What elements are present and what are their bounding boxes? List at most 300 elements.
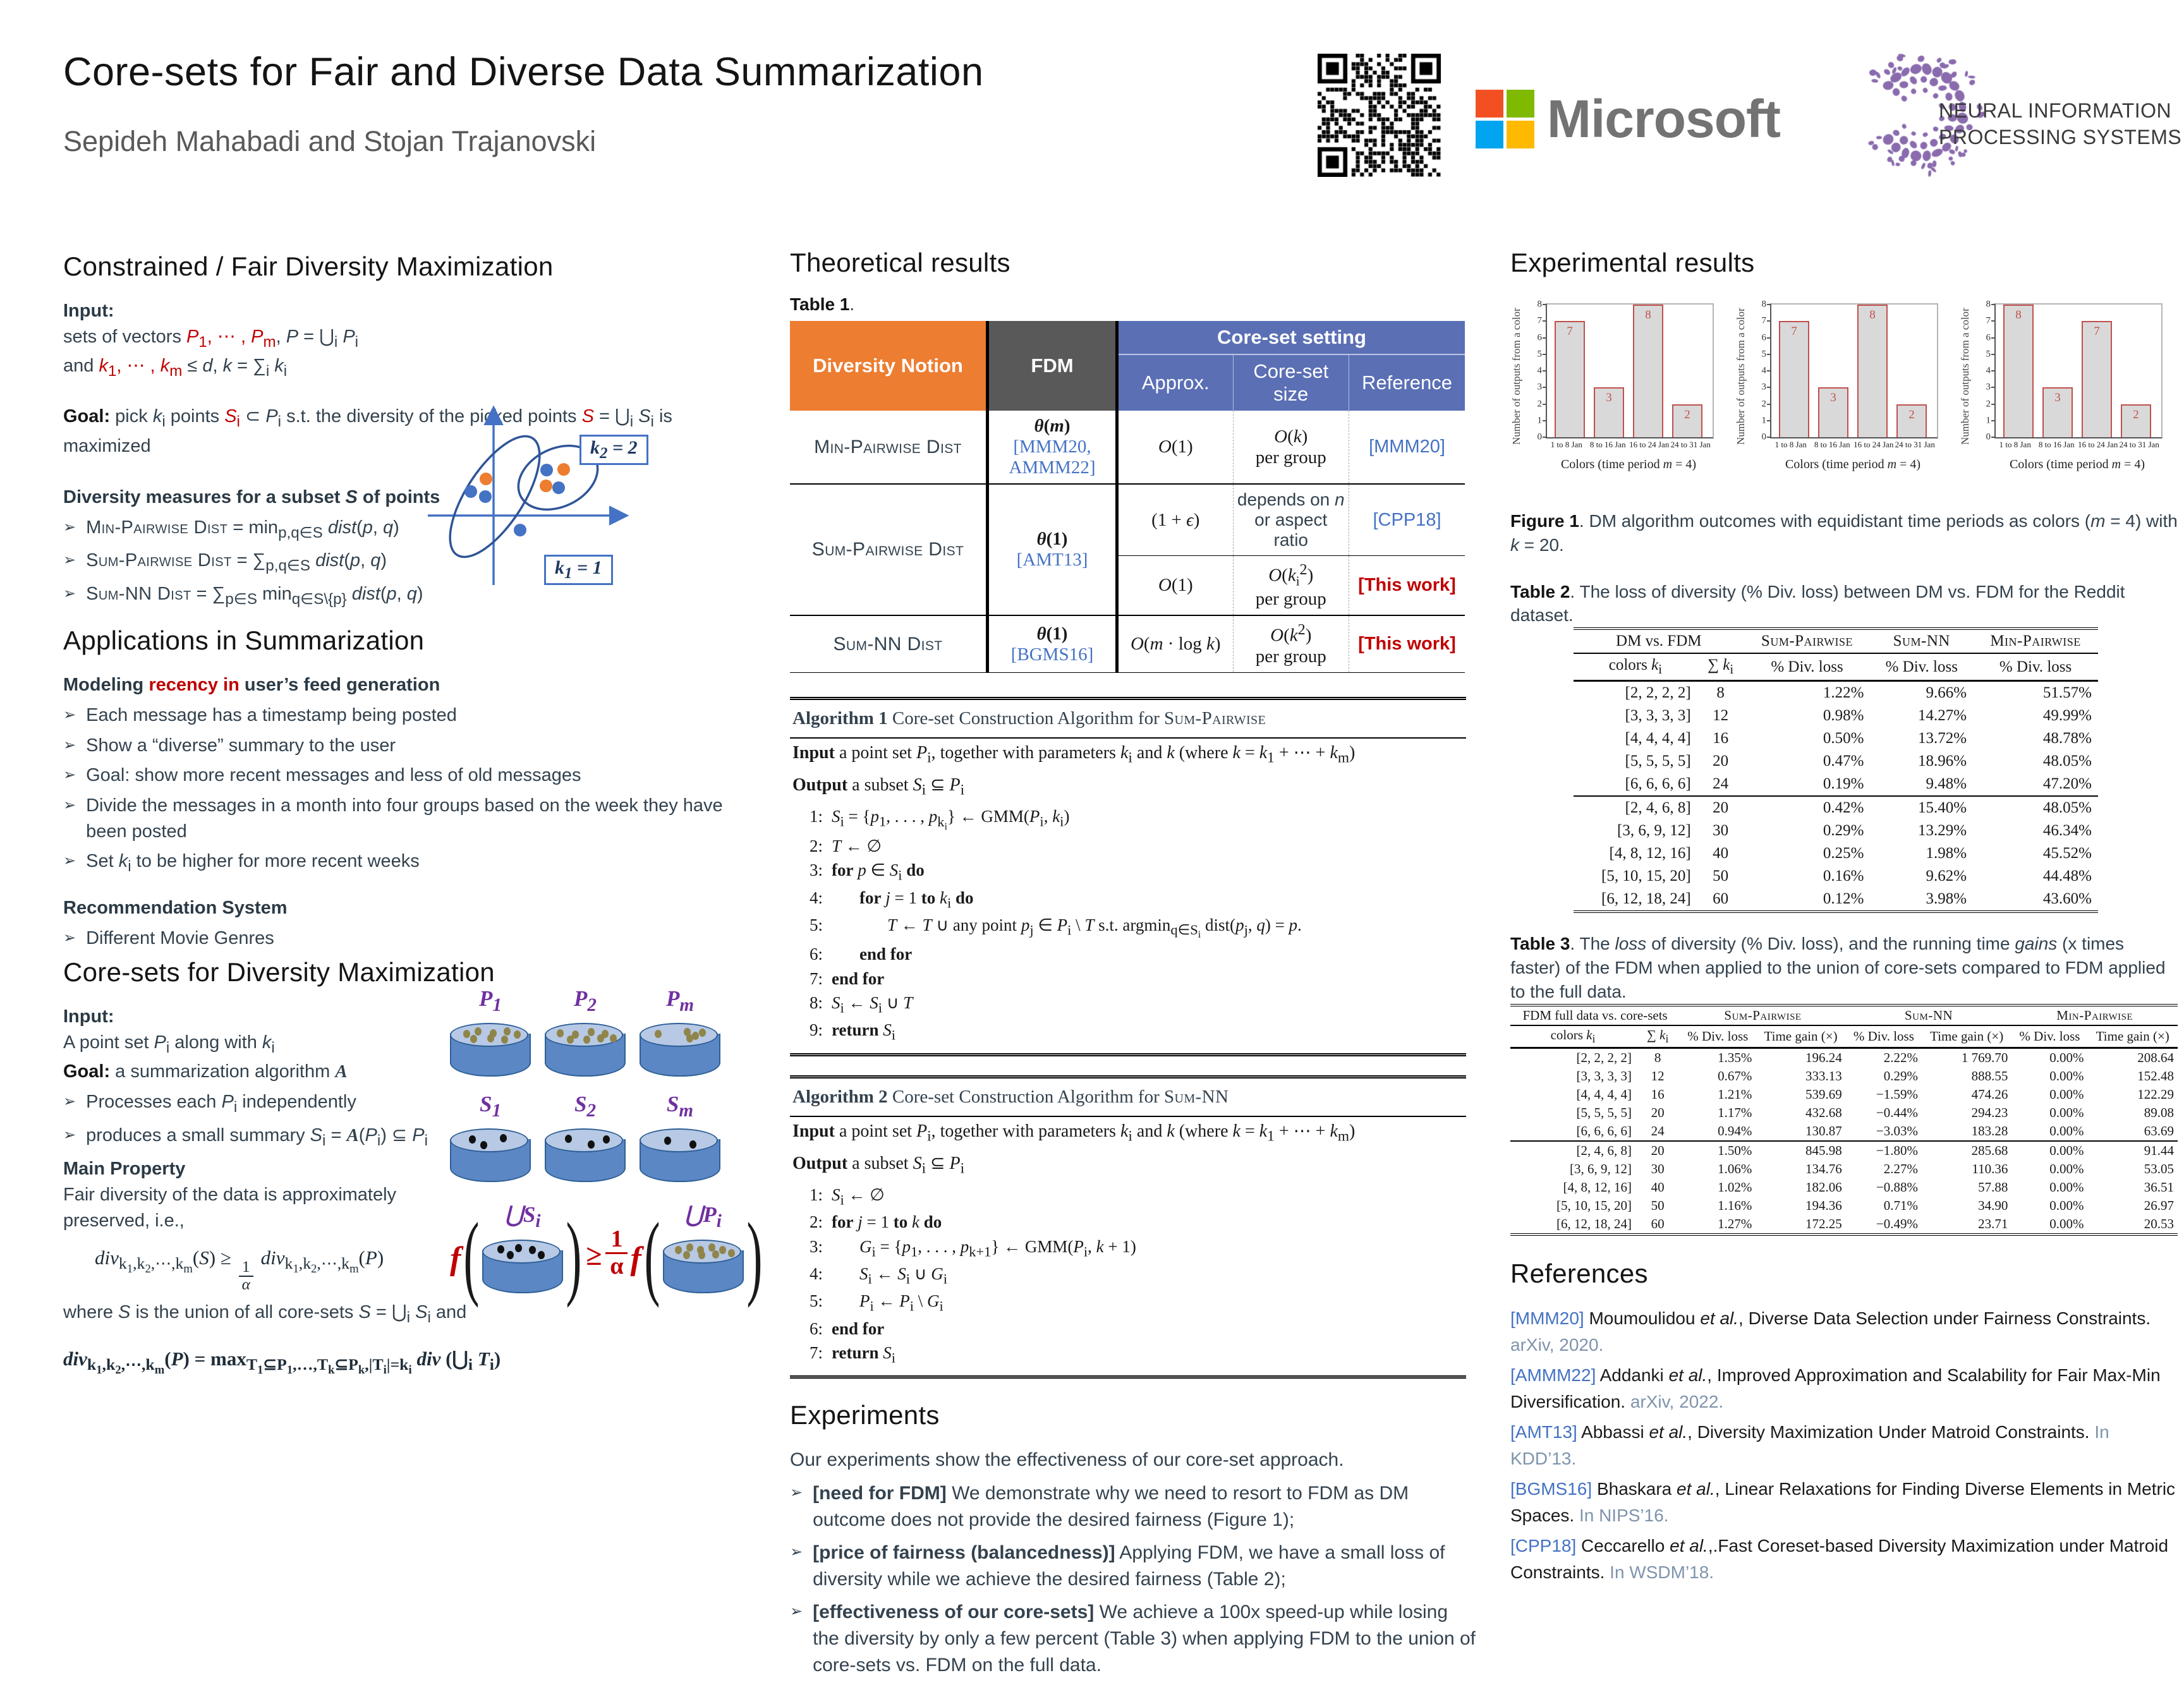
table-row [1574, 796, 2098, 819]
table-cell: 1.06% [1718, 1161, 1752, 1176]
table-cell: 40 [1651, 1179, 1665, 1195]
s-set [640, 1093, 720, 1182]
table-row [1574, 750, 2098, 773]
table-cell: 183.28 [1971, 1123, 2008, 1138]
table-cell: 46.34% [2042, 822, 2092, 840]
table-cell: 20 [1635, 1141, 1680, 1160]
s-set [450, 1093, 531, 1182]
table-cell: 0.67% [1718, 1068, 1752, 1084]
algorithm-line [790, 967, 1466, 991]
table-cell: [6, 12, 18, 24] [1574, 888, 1697, 912]
table1-subheader-approx: Approx. [1117, 354, 1234, 411]
x-tick-label: 16 to 24 Jan [1629, 440, 1670, 449]
table-cell: 20 [1713, 752, 1729, 770]
bullet-item [790, 1540, 1476, 1593]
x-tick-labels [1546, 440, 1711, 450]
column-header: % Div. loss [1973, 653, 2098, 681]
y-tick-mark [1991, 437, 1996, 438]
y-tick-mark [1543, 370, 1547, 371]
table-cell: 12 [1713, 707, 1729, 725]
ms-square-blue [1476, 121, 1503, 148]
scatter-figure [420, 402, 698, 604]
table-cell: 24 [1651, 1123, 1665, 1138]
sub-header-row [1510, 1025, 2178, 1048]
experiments-intro: Our experiments show the effectiveness of our core-set approach. [790, 1449, 1344, 1471]
table-cell: 47.20% [2042, 775, 2092, 793]
microsoft-logo [1476, 88, 1780, 150]
p-set [545, 987, 626, 1077]
table-cell: 57.88 [1978, 1179, 2008, 1195]
input-line: and $k_1$, ⋯ , $k_m \le d$, $k = \sum_i$ $k_i$ [63, 356, 288, 380]
table-row [1510, 1122, 2178, 1141]
bar-value-label: 7 [1567, 325, 1573, 339]
geq-symbol: ≥ [586, 1238, 602, 1271]
table-cell: 9.62% [1926, 867, 1967, 885]
bar [1779, 321, 1809, 437]
table1-cell: O(1) [1117, 411, 1234, 484]
neurips-line2: PROCESSING SYSTEMS [1939, 125, 2182, 148]
f-symbol: f [630, 1240, 641, 1277]
table2 [1574, 627, 2098, 913]
y-tick-label: 7 [1761, 315, 1766, 326]
data-point-dot [567, 1036, 574, 1044]
p-label: $P_2$ [574, 986, 597, 1015]
table-cell: 0.00% [2049, 1179, 2084, 1195]
table1-header-fdm: FDM [988, 321, 1117, 411]
bar-chart-panel [1735, 294, 1953, 503]
table1-header-diversity: Diversity Notion [790, 321, 988, 411]
table-cell: 48.05% [2042, 752, 2092, 770]
y-axis-label: Number of outputs from a color [1959, 308, 1971, 445]
bullet-arrow-icon: ➢ [63, 552, 76, 569]
bullet-arrow-icon: ➢ [790, 1543, 803, 1561]
table1-cell: [MMM20] [1349, 411, 1465, 484]
table-cell: −0.88% [1876, 1179, 1918, 1195]
line-text: $G_i = \{p_1$, . . . , $p_{k+1}$} ← $GMM(P_i$, k + 1) [859, 1236, 1136, 1260]
y-tick-label: 0 [1986, 432, 1991, 442]
y-tick-label: 1 [1761, 415, 1766, 426]
table-cell: 134.76 [1805, 1161, 1842, 1176]
qr-code [1318, 54, 1441, 177]
table-cell: 0.98% [1823, 707, 1864, 725]
table-cell: 888.55 [1971, 1068, 2008, 1084]
table-cell: [4, 8, 12, 16] [1563, 1179, 1632, 1195]
x-tick-labels [1994, 440, 2160, 450]
y-tick-mark [1767, 320, 1771, 322]
table1-cell: O(1) [1117, 556, 1234, 616]
table1-cell: (1 + ϵ) [1117, 484, 1234, 556]
table-cell: [3, 3, 3, 3] [1576, 1068, 1632, 1084]
table-cell: 0.00% [2049, 1123, 2084, 1138]
table-cell: 196.24 [1805, 1049, 1842, 1065]
bullet-item [63, 793, 743, 844]
algorithm-line [790, 913, 1466, 943]
s-label: $S_1$ [479, 1092, 502, 1121]
table-cell: 333.13 [1805, 1068, 1842, 1084]
data-point-dot [507, 1251, 514, 1259]
bar-value-label: 7 [2094, 325, 2100, 339]
microsoft-wordmark: Microsoft [1547, 89, 1780, 148]
bar [2042, 387, 2073, 437]
bullet-text: Min-Pairwise Dist = $\min_{p,q\in S}$ dist(p, q) [86, 517, 399, 541]
recsys-list [63, 926, 743, 951]
main-property-label: Main Property [63, 1158, 186, 1179]
table-cell: [3, 3, 3, 3] [1625, 707, 1691, 725]
data-point-dot [655, 1030, 662, 1038]
algorithm-line [790, 942, 1466, 966]
data-point-dot [603, 1135, 610, 1144]
reference-item: [AMMM22] Addanki et al., Improved Approximation and Scalability for Fair Max-Min Diversification. arXiv, 2022. [1510, 1365, 2161, 1411]
data-point-dot [500, 1134, 507, 1142]
bullet-text: [effectiveness of our core-sets] We achieve a 100x speed-up while losing the diversity by only a few percent (Table 3) when applying FDM to the union of core-sets vs. FDM on the full data. [813, 1601, 1476, 1676]
subheading-recsys: Recommendation System [63, 897, 288, 918]
column-header: % Div. loss [1680, 1025, 1756, 1048]
section-heading: References [1510, 1258, 1648, 1288]
line-text: end for [832, 1319, 885, 1338]
table-cell: 50 [1713, 867, 1729, 885]
x-tick-label: 24 to 31 Jan [2119, 440, 2159, 449]
table2-caption: Table 2. The loss of diversity (% Div. loss) between DM vs. FDM for the Reddit dataset. [1510, 581, 2125, 625]
middle-column [790, 248, 1476, 1685]
line-number: 4: [809, 1264, 823, 1283]
table-cell: 16 [1651, 1086, 1665, 1102]
algorithm2-box [790, 1075, 1466, 1379]
table-cell: 432.68 [1805, 1104, 1842, 1120]
table-cell: [2, 4, 6, 8] [1574, 796, 1697, 819]
y-tick-label: 1 [1537, 415, 1542, 426]
table-cell: 53.05 [2144, 1161, 2174, 1176]
y-tick-mark [1767, 304, 1771, 305]
section-references [1510, 1259, 2178, 1586]
bullet-text: Each message has a timestamp being posted [86, 705, 457, 726]
table-cell: 45.52% [2042, 845, 2092, 862]
k2-label: $k_2 = 2$ [579, 435, 648, 465]
bar [1672, 404, 1702, 438]
data-point-dot [610, 1034, 617, 1042]
s-set [545, 1093, 626, 1182]
figure1-charts [1510, 294, 2178, 503]
sub-header-row [1574, 653, 2098, 681]
y-tick-mark [1543, 420, 1547, 421]
y-tick-label: 3 [1537, 382, 1542, 392]
table1-cell: [This work] [1349, 556, 1465, 616]
bar-value-label: 3 [2054, 391, 2061, 405]
table-row [1510, 1197, 2178, 1215]
table-cell: [4, 4, 4, 4] [1625, 730, 1691, 747]
section-heading: Constrained / Fair Diversity Maximization [63, 251, 554, 281]
p-cylinder [545, 1034, 626, 1077]
table1-cell: [This work] [1349, 615, 1465, 672]
bullet-text: [price of fairness (balancedness)] Applying FDM, we have a small loss of diversity while we achieve the desired fairness (Table 2); [813, 1542, 1445, 1590]
algorithm-line [790, 858, 1466, 885]
close-paren: ) [746, 1203, 763, 1308]
x-tick-label: 24 to 31 Jan [1895, 440, 1935, 449]
table-row [1574, 865, 2098, 888]
y-tick-label: 2 [1761, 399, 1766, 409]
bullet-text: [need for FDM] We demonstrate why we need to resort to FDM as DM outcome does not provide the desired fairness (Figure 1); [813, 1482, 1409, 1530]
line-text: return $S_i$ [832, 1020, 896, 1043]
section-heading: Core-sets for Diversity Maximization [63, 957, 495, 987]
line-number: 3: [809, 861, 823, 880]
column-header: ∑ $k_i$ [1635, 1025, 1680, 1048]
neurips-wordmark [1939, 98, 2181, 150]
table-cell: 208.64 [2137, 1049, 2174, 1065]
subheading-feed: Modeling recency in user’s feed generation [63, 675, 440, 695]
table-cell: 24 [1713, 775, 1729, 793]
table-cell: 0.00% [2011, 1215, 2087, 1235]
table-cell: 285.68 [1922, 1141, 2011, 1160]
y-tick-label: 1 [1986, 415, 1991, 426]
p-cylinder [640, 1034, 720, 1077]
table-cell: 539.69 [1805, 1086, 1842, 1102]
bullet-item [790, 1599, 1476, 1679]
line-number: 6: [809, 1319, 823, 1338]
y-tick-label: 8 [1986, 299, 1991, 310]
table-cell: 182.06 [1805, 1179, 1842, 1195]
union-p-cylinder [663, 1250, 744, 1293]
bullet-item [63, 1089, 468, 1118]
data-point-dot [501, 1036, 508, 1044]
y-tick-mark [1543, 304, 1547, 305]
section-heading: Experimental results [1510, 248, 1755, 277]
table-cell: 0.25% [1823, 845, 1864, 862]
table-cell: 8 [1716, 684, 1725, 702]
data-point-dot [588, 1028, 595, 1036]
data-point-dot [698, 1251, 705, 1259]
data-point-dot [699, 1029, 706, 1037]
table-row [1574, 704, 2098, 727]
table-cell: 23.71 [1922, 1215, 2011, 1235]
right-column [1510, 248, 2178, 1590]
algorithm2-output: Output a subset $S_i$ ⊆ $P_i$ [792, 1153, 965, 1177]
bar [2082, 321, 2112, 437]
table-cell: 3.98% [1870, 888, 1973, 912]
table-cell: −1.80% [1846, 1141, 1922, 1160]
y-axis-label: Number of outputs from a color [1735, 308, 1747, 445]
table-cell: 14.27% [1918, 707, 1967, 725]
table-cell: 110.36 [1972, 1161, 2008, 1176]
table-cell: 48.78% [2042, 730, 2092, 747]
union-s-cylinder [482, 1250, 563, 1293]
bullet-arrow-icon: ➢ [63, 736, 76, 754]
measures-heading: Diversity measures for a subset S of points [63, 486, 440, 507]
column-header: % Div. loss [1744, 653, 1871, 681]
table-cell: −0.44% [1876, 1104, 1918, 1120]
table-row [1510, 1178, 2178, 1197]
y-tick-label: 8 [1761, 299, 1766, 310]
table-cell: 0.12% [1744, 888, 1871, 912]
line-number: 5: [809, 1291, 823, 1311]
algorithm-line [790, 1235, 1466, 1262]
x-tick-labels [1770, 440, 1936, 450]
section-experiments [790, 1400, 1476, 1679]
bar-value-label: 3 [1606, 391, 1612, 405]
algorithm2-lines [790, 1181, 1466, 1379]
x-tick-label: 1 to 8 Jan [1774, 440, 1807, 449]
bar-value-label: 8 [1645, 308, 1651, 322]
neurips-logo [1858, 38, 2182, 202]
group-header: DM vs. FDM [1574, 629, 1744, 653]
table1-cell: $O(k_i^2)$ per group [1233, 556, 1349, 616]
bar [1896, 404, 1927, 438]
table-cell: 1.16% [1718, 1197, 1752, 1213]
data-point-dot [497, 1245, 504, 1253]
section-heading: Applications in Summarization [63, 625, 425, 655]
y-tick-mark [1991, 337, 1996, 339]
y-axis-label: Number of outputs from a color [1510, 308, 1522, 445]
bullet-item [63, 763, 743, 788]
table1-cell: θ(m) [MMM20, AMMM22] [988, 411, 1117, 484]
algorithm-line [790, 991, 1466, 1018]
bar [2121, 404, 2151, 438]
reference-item: [BGMS16] Bhaskara et al., Linear Relaxations for Finding Diverse Elements in Metric Spaces. In NIPS’16. [1510, 1478, 2176, 1525]
column-header: colors $k_i$ [1510, 1025, 1635, 1048]
algorithm-line [790, 1317, 1466, 1341]
table-row [1510, 1160, 2178, 1178]
table-cell: 474.26 [1971, 1086, 2008, 1102]
line-number: 4: [809, 888, 823, 907]
group-header: Sum-NN [1870, 629, 1973, 653]
table-cell: 294.23 [1971, 1104, 2008, 1120]
algorithm-line [790, 1183, 1466, 1210]
reference-item: [MMM20] Moumoulidou et al., Diverse Data Selection under Fairness Constraints. arXiv, 2020. [1510, 1308, 2151, 1355]
table-cell: 20.53 [2088, 1215, 2178, 1235]
x-axis-label: Colors (time period m = 4) [1785, 457, 1921, 471]
table-cell: 2.22% [1883, 1049, 1918, 1065]
data-point-dot [469, 1135, 476, 1144]
line-text: $S_i$ ← $S_i$ ∪ $G_i$ [859, 1264, 948, 1287]
table-cell: 172.25 [1756, 1215, 1845, 1235]
table-cell: 0.29% [1883, 1068, 1918, 1084]
f-symbol: f [450, 1240, 461, 1277]
group-header: FDM full data vs. core-sets [1510, 1005, 1680, 1025]
algorithm1-title: Algorithm 1 Core-set Construction Algorithm for Sum-Pairwise [790, 697, 1466, 739]
table-cell: [2, 4, 6, 8] [1510, 1141, 1635, 1160]
table-cell: [3, 6, 9, 12] [1617, 822, 1691, 840]
table-cell: 1.50% [1680, 1141, 1756, 1160]
goal-line: Goal: pick $k_i$ points $S_i$ ⊂ $P_i$ s.t. the diversity of the picked points $S = ⋃_i$ $S_i$ is maximized [63, 406, 672, 456]
column-header: ∑ $k_i$ [1697, 653, 1744, 681]
data-point-dot [686, 1034, 693, 1042]
table-row [1574, 727, 2098, 750]
algorithm-line [790, 834, 1466, 858]
y-tick-label: 3 [1761, 382, 1766, 392]
s-cylinder [450, 1139, 531, 1182]
s-label: $S_m$ [666, 1092, 694, 1121]
union-p-set [663, 1204, 744, 1293]
line-number: 2: [809, 1212, 823, 1232]
bar [1555, 321, 1585, 437]
y-tick-mark [1991, 404, 1996, 405]
bullet-arrow-icon: ➢ [63, 706, 76, 724]
y-tick-label: 6 [1761, 332, 1766, 342]
bullet-text: Set $k_i$ to be higher for more recent weeks [86, 851, 420, 875]
table-cell: 20 [1697, 796, 1744, 819]
algorithm-line [790, 1262, 1466, 1289]
x-tick-label: 8 to 16 Jan [1589, 440, 1626, 449]
bullet-text: Sum-NN Dist = $\sum_{p\in S}$ $\min_{q\in S\backslash\{p\}}$ dist(p, q) [86, 584, 423, 608]
y-tick-label: 0 [1761, 432, 1766, 442]
table1-cell: Min-Pairwise Dist [790, 411, 988, 484]
k1-label: $k_1 = 1$ [544, 555, 613, 585]
data-point-dot [529, 1246, 536, 1254]
column-header: % Div. loss [2011, 1025, 2087, 1048]
coreset-guarantee-formula: div$_{k_1,k_2,\cdots,k_m}$(S) ≥ $\frac{1}{\alpha}$ div$_{k_1,k_2,\cdots,k_m}$(P) [95, 1247, 384, 1293]
table-cell: 50 [1651, 1197, 1665, 1213]
algorithm-line [790, 1210, 1466, 1234]
line-number: 8: [809, 993, 823, 1013]
group-header: Sum-Pairwise [1680, 1005, 1846, 1025]
bullet-text: Different Movie Genres [86, 927, 274, 948]
bullet-arrow-icon: ➢ [63, 796, 76, 814]
table3 [1510, 1004, 2178, 1236]
y-tick-mark [1991, 370, 1996, 371]
section-coresets [63, 957, 763, 1379]
table-cell: [3, 6, 9, 12] [1570, 1161, 1632, 1176]
data-point-dot [675, 1246, 682, 1254]
data-point-dot [470, 1035, 477, 1043]
one-over-alpha: $\frac{1}{\alpha}$ [605, 1227, 628, 1293]
section-fair-diversity [63, 251, 743, 615]
neurips-line1: NEURAL INFORMATION [1939, 99, 2172, 122]
bullet-item [63, 703, 743, 728]
open-paren: ( [644, 1203, 660, 1308]
y-tick-mark [1543, 437, 1547, 438]
data-point-dot [504, 1027, 511, 1036]
y-tick-mark [1991, 354, 1996, 355]
table-cell: 40 [1713, 845, 1729, 862]
table-cell: 0.00% [2049, 1068, 2084, 1084]
line-text: end for [859, 945, 913, 964]
table-cell: 0.00% [2049, 1104, 2084, 1120]
applications-list [63, 703, 743, 878]
line-text: $S_i$ ← ∅ [832, 1185, 885, 1208]
diversity-definition-formula: $div_{k_1,k_2,\cdots,k_m}(P) = \max_{T_1⊆P_1,\dots,T_k⊆P_k,|T_i|=k_i}$ div ($⋃_i$ $T_i$) [63, 1347, 501, 1377]
bar-value-label: 3 [1830, 391, 1836, 405]
table-cell: 845.98 [1756, 1141, 1845, 1160]
y-tick-label: 3 [1986, 382, 1991, 392]
bar [2003, 305, 2034, 437]
bullet-arrow-icon: ➢ [790, 1483, 803, 1501]
line-number: 2: [809, 836, 823, 855]
table-cell: 1.27% [1680, 1215, 1756, 1235]
column-header: % Div. loss [1846, 1025, 1922, 1048]
table-cell: 0.94% [1718, 1123, 1752, 1138]
line-text: $P_i$ ← $P_i$ \ $G_i$ [859, 1291, 943, 1314]
table-cell: 44.48% [2042, 867, 2092, 885]
table-cell: 1.17% [1718, 1104, 1752, 1120]
table-cell: 0.00% [2049, 1197, 2084, 1213]
table-row [1574, 819, 2098, 842]
y-tick-label: 5 [1986, 349, 1991, 359]
table1-cell: Sum-NN Dist [790, 615, 988, 672]
union-s-label: $⋃S_i$ [505, 1202, 541, 1232]
input-label: Input: [63, 301, 114, 321]
algorithm1-input: Input a point set $P_i$, together with parameters $k_i$ and k (where $k = k_1$ + ⋯ + $k_m$) [792, 743, 1356, 766]
table-cell: [6, 12, 18, 24] [1510, 1215, 1635, 1235]
x-tick-label: 1 to 8 Jan [1550, 440, 1582, 449]
table1-cell: O(k) per group [1233, 411, 1349, 484]
table-cell: 1.22% [1823, 684, 1864, 702]
p-set [640, 987, 720, 1077]
bullet-item [63, 1123, 468, 1152]
bar-chart-panel [1510, 294, 1728, 503]
table-cell: 30 [1651, 1161, 1665, 1176]
table-cell: 63.69 [2144, 1123, 2174, 1138]
group-header: Min-Pairwise [1973, 629, 2098, 653]
data-point-dot [597, 1034, 604, 1042]
y-tick-mark [1991, 304, 1996, 305]
